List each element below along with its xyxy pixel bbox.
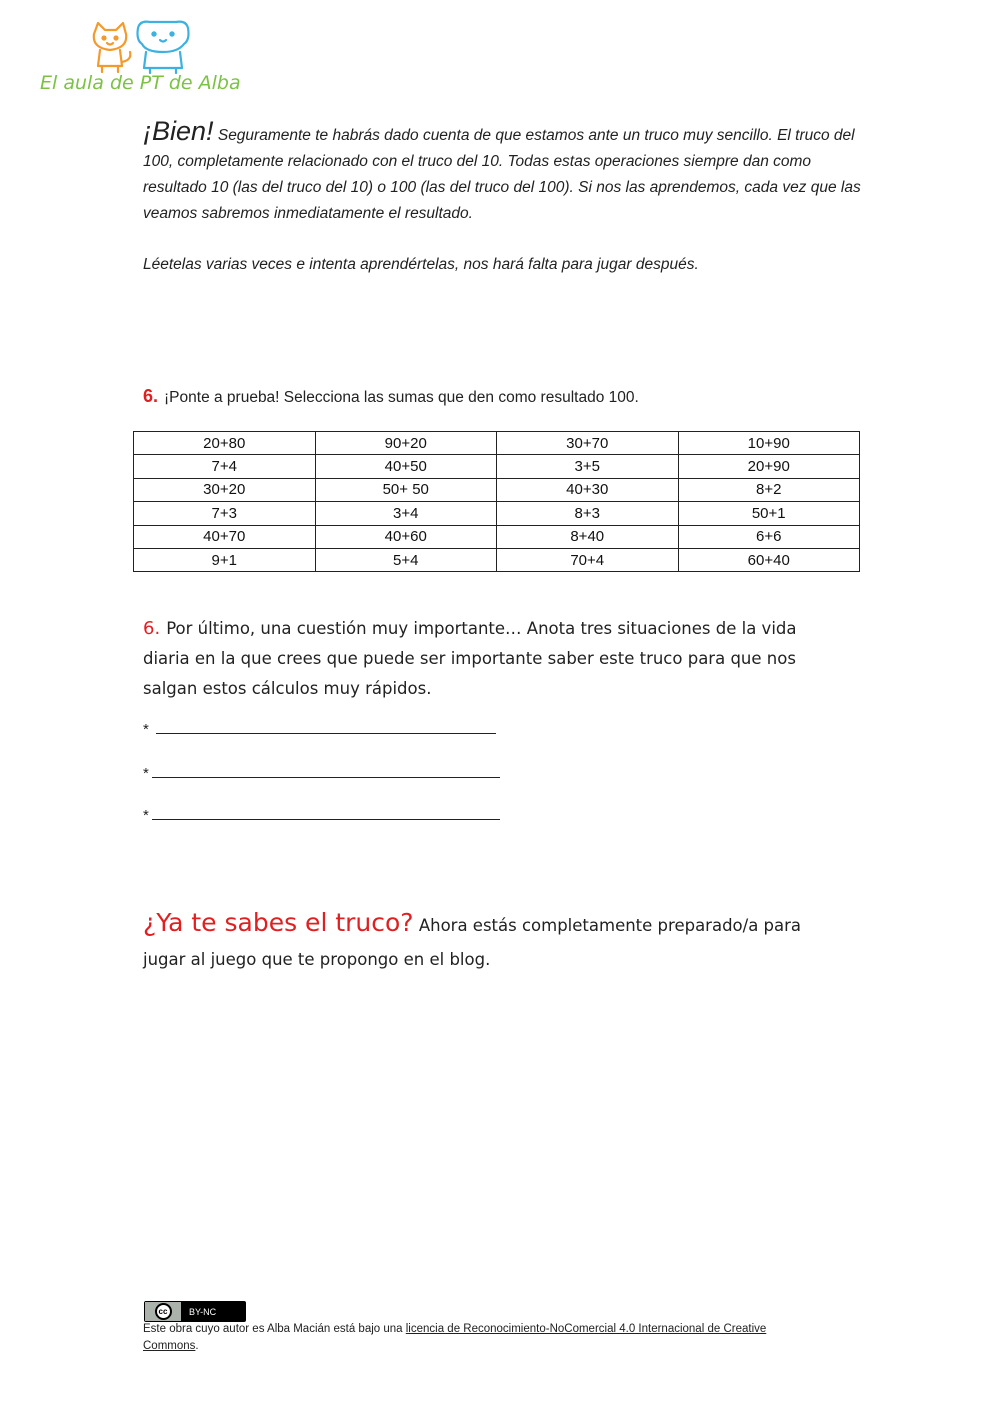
answer-bullet: * xyxy=(143,765,149,782)
sum-cell[interactable]: 30+70 xyxy=(497,432,679,455)
sum-cell[interactable]: 3+4 xyxy=(315,502,497,525)
table-row xyxy=(134,548,860,571)
intro-heading: ¡Bien! xyxy=(143,116,214,146)
sum-cell[interactable]: 9+1 xyxy=(134,548,316,571)
intro-reminder: Léetelas varias veces e intenta aprendértelas, nos hará falta para jugar después. xyxy=(143,256,699,273)
answer-bullet: * xyxy=(143,807,149,824)
answer-bullet: * xyxy=(143,721,154,738)
sum-cell[interactable]: 90+20 xyxy=(315,432,497,455)
answer-line-2[interactable] xyxy=(143,764,500,782)
sum-cell[interactable]: 70+4 xyxy=(497,548,679,571)
exercise-1-number: 6. xyxy=(143,386,159,406)
table-row xyxy=(134,525,860,548)
closing-heading: ¿Ya te sabes el truco? xyxy=(143,908,414,937)
sum-cell[interactable]: 60+40 xyxy=(678,548,860,571)
cc-license-badge[interactable] xyxy=(144,1301,246,1322)
sums-table-body xyxy=(134,432,860,572)
table-row xyxy=(134,432,860,455)
cat-and-dog-logo-icon xyxy=(88,18,198,74)
sum-cell[interactable]: 20+80 xyxy=(134,432,316,455)
answer-blank[interactable] xyxy=(152,806,500,820)
exercise-2-number: 6. xyxy=(143,618,161,639)
logo-text: El aula de PT de Alba xyxy=(40,72,241,94)
site-logo xyxy=(40,18,240,98)
closing-paragraph xyxy=(143,906,843,977)
table-row xyxy=(134,478,860,501)
intro-paragraph xyxy=(143,118,863,227)
sum-cell[interactable]: 40+50 xyxy=(315,455,497,478)
sum-cell[interactable]: 10+90 xyxy=(678,432,860,455)
sum-cell[interactable]: 3+5 xyxy=(497,455,679,478)
license-prefix: Este obra cuyo autor es Alba Macián está bajo una xyxy=(143,1323,406,1335)
sum-cell[interactable]: 7+4 xyxy=(134,455,316,478)
sum-cell[interactable]: 8+2 xyxy=(678,478,860,501)
answer-blank[interactable] xyxy=(156,720,496,734)
table-row xyxy=(134,502,860,525)
answer-line-3[interactable] xyxy=(143,806,500,824)
sum-cell[interactable]: 8+3 xyxy=(497,502,679,525)
cc-badge-left xyxy=(145,1302,181,1321)
sum-cell[interactable]: 5+4 xyxy=(315,548,497,571)
license-suffix: . xyxy=(195,1340,199,1352)
answer-blank[interactable] xyxy=(152,764,500,778)
sum-cell[interactable]: 20+90 xyxy=(678,455,860,478)
sum-cell[interactable]: 50+ 50 xyxy=(315,478,497,501)
sum-cell[interactable]: 7+3 xyxy=(134,502,316,525)
exercise-2-instruction: Por último, una cuestión muy importante… Anota tres situaciones de la vida diaria en la que crees que puede ser importante saber este truco para que nos salgan estos cálculos muy rápidos. xyxy=(143,619,797,698)
exercise-1-question xyxy=(143,386,639,407)
sums-table xyxy=(133,431,860,572)
exercise-2-question xyxy=(143,614,843,704)
answer-line-1[interactable] xyxy=(143,720,496,738)
intro-text: Seguramente te habrás dado cuenta de que estamos ante un truco muy sencillo. El truco del 100, completamente relacionado con el truco del 10. Todas estas operaciones siempre dan como resultado 10 (las del truco del 10) o 100 (las del truco del 100). Si nos las aprendemos, cada vez que las veamos sabremos inmediatamente el resultado. xyxy=(143,127,861,222)
sum-cell[interactable]: 40+60 xyxy=(315,525,497,548)
sum-cell[interactable]: 40+30 xyxy=(497,478,679,501)
cc-badge-text: BY-NC xyxy=(189,1306,217,1317)
sum-cell[interactable]: 8+40 xyxy=(497,525,679,548)
sum-cell[interactable]: 30+20 xyxy=(134,478,316,501)
closing-text: Ahora estás completamente preparado/a para jugar al juego que te propongo en el blog. xyxy=(143,916,802,969)
sum-cell[interactable]: 6+6 xyxy=(678,525,860,548)
cc-icon: cc xyxy=(155,1303,172,1320)
sum-cell[interactable]: 40+70 xyxy=(134,525,316,548)
license-link[interactable]: licencia de Reconocimiento-NoComercial 4.0 Internacional de Creative Commons xyxy=(143,1323,767,1352)
exercise-1-instruction: ¡Ponte a prueba! Selecciona las sumas que den como resultado 100. xyxy=(164,389,639,406)
sum-cell[interactable]: 50+1 xyxy=(678,502,860,525)
table-row xyxy=(134,455,860,478)
license-notice xyxy=(143,1321,823,1355)
